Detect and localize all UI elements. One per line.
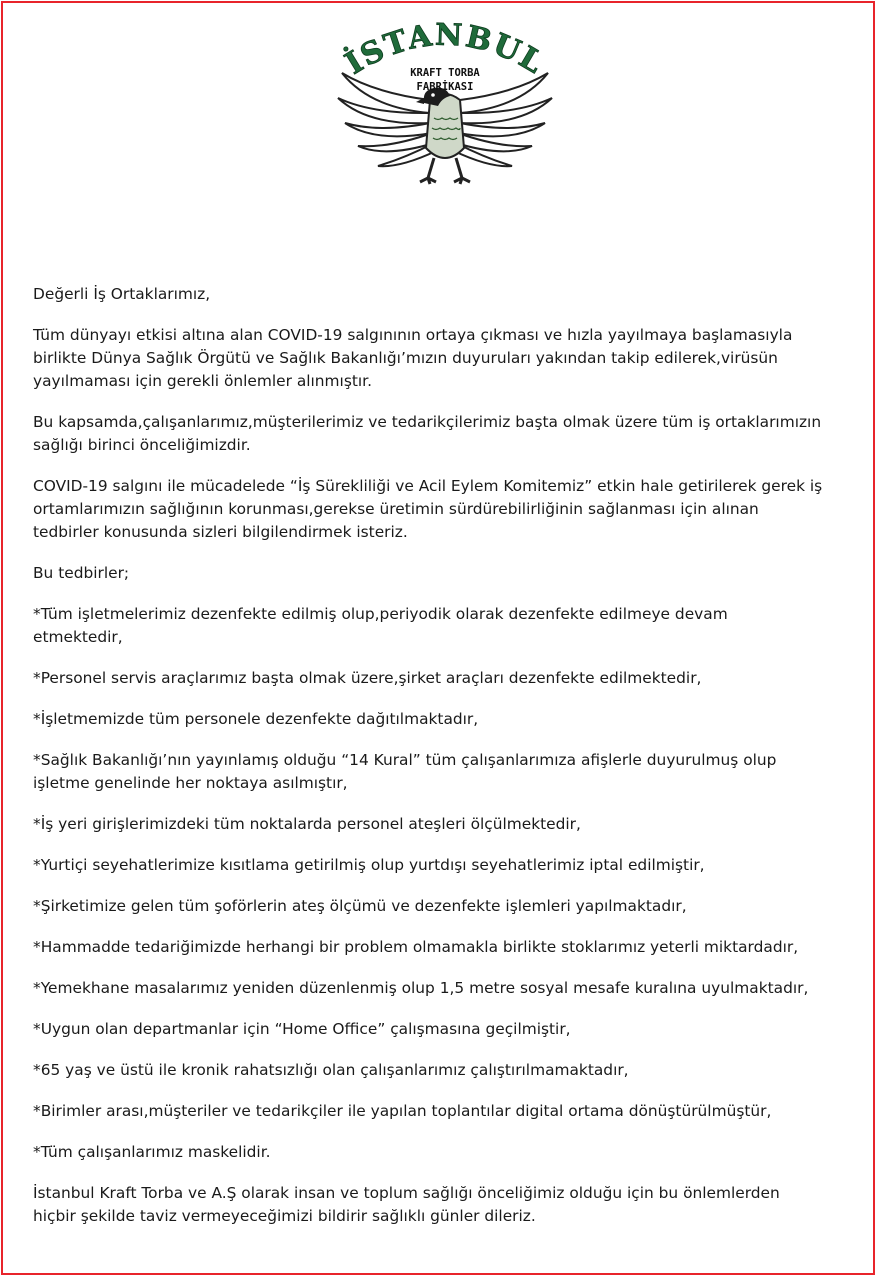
- greeting: Değerli İş Ortaklarımız,: [33, 285, 211, 303]
- text-line: *İşletmemizde tüm personele dezenfekte dağıtılmaktadır,: [33, 710, 479, 728]
- text-line: *Yurtiçi seyehatlerimize kısıtlama getirilmiş olup yurtdışı seyehatlerimiz iptal edilmiştir,: [33, 856, 705, 874]
- text-line: *Şirketimize gelen tüm şoförlerin ateş ölçümü ve dezenfekte işlemleri yapılmaktadır,: [33, 897, 687, 915]
- paragraph: [33, 324, 873, 393]
- measure-item: [33, 1100, 873, 1123]
- measure-item: [33, 936, 873, 959]
- text-line: *Uygun olan departmanlar için “Home Office” çalışmasına geçilmiştir,: [33, 1020, 571, 1038]
- measure-item: [33, 977, 873, 1000]
- text-line: *Yemekhane masalarımız yeniden düzenlenmiş olup 1,5 metre sosyal mesafe kuralına uyulmaktadır,: [33, 979, 809, 997]
- text-line: *Tüm çalışanlarımız maskelidir.: [33, 1143, 271, 1161]
- text-line: İstanbul Kraft Torba ve A.Ş olarak insan ve toplum sağlığı önceliğimiz olduğu için bu önlemlerden: [33, 1184, 780, 1202]
- measure-item: [33, 749, 873, 795]
- measure-item: [33, 667, 873, 690]
- text-line: Bu tedbirler;: [33, 564, 130, 582]
- text-line: sağlığı birinci önceliğimizdir.: [33, 436, 251, 454]
- text-line: COVID-19 salgını ile mücadelede “İş Sürekliliği ve Acil Eylem Komitemiz” etkin hale getirilerek gerek iş: [33, 477, 823, 495]
- measure-item: [33, 895, 873, 918]
- closing-paragraph: [33, 1182, 873, 1228]
- measure-item: [33, 708, 873, 731]
- text-line: *İş yeri girişlerimizdeki tüm noktalarda personel ateşleri ölçülmektedir,: [33, 815, 581, 833]
- text-line: etmektedir,: [33, 628, 123, 646]
- letter-body: [33, 283, 873, 1228]
- text-line: işletme genelinde her noktaya asılmıştır,: [33, 774, 348, 792]
- measure-item: [33, 1141, 873, 1164]
- measure-item: [33, 1059, 873, 1082]
- text-line: *Tüm işletmelerimiz dezenfekte edilmiş olup,periyodik olarak dezenfekte edilmeye devam: [33, 605, 728, 623]
- logo-line1: KRAFT TORBA: [410, 67, 480, 79]
- text-line: *Birimler arası,müşteriler ve tedarikçiler ile yapılan toplantılar digital ortama dönüştürülmüştür,: [33, 1102, 772, 1120]
- text-line: yayılmaması için gerekli önlemler alınmıştır.: [33, 372, 372, 390]
- text-line: *Hammadde tedariğimizde herhangi bir problem olmamakla birlikte stoklarımız yeterli miktardadır,: [33, 938, 799, 956]
- text-line: ortamlarımızın sağlığının korunması,gerekse üretimin sürdürebilirliğinin sağlanması için alınan: [33, 500, 759, 518]
- text-line: *Personel servis araçlarımız başta olmak üzere,şirket araçları dezenfekte edilmektedir,: [33, 669, 702, 687]
- measure-item: [33, 1018, 873, 1041]
- paragraph: [33, 411, 873, 457]
- text-line: *65 yaş ve üstü ile kronik rahatsızlığı olan çalışanlarımız çalıştırılmamaktadır,: [33, 1061, 629, 1079]
- text-line: Tüm dünyayı etkisi altına alan COVID-19 salgınının ortaya çıkması ve hızla yayılmaya başlamasıyla: [33, 326, 793, 344]
- paragraph: [33, 562, 873, 585]
- logo-line2: FABRİKASI: [416, 81, 474, 93]
- text-line: Bu kapsamda,çalışanlarımız,müşterilerimiz ve tedarikçilerimiz başta olmak üzere tüm iş ortaklarımızın: [33, 413, 822, 431]
- text-line: birlikte Dünya Sağlık Örgütü ve Sağlık Bakanlığı’mızın duyuruları yakından takip edilerek,virüsün: [33, 349, 778, 367]
- text-line: tedbirler konusunda sizleri bilgilendirmek isteriz.: [33, 523, 408, 541]
- company-logo: [330, 18, 560, 193]
- logo-title: İSTANBUL: [339, 18, 551, 82]
- measure-item: [33, 813, 873, 836]
- text-line: *Sağlık Bakanlığı’nın yayınlamış olduğu “14 Kural” tüm çalışanlarımıza afişlerle duyurulmuş olup: [33, 751, 777, 769]
- text-line: hiçbir şekilde taviz vermeyeceğimizi bildirir sağlıklı günler dileriz.: [33, 1207, 536, 1225]
- measure-item: [33, 854, 873, 877]
- paragraph: [33, 475, 873, 544]
- measure-item: [33, 603, 873, 649]
